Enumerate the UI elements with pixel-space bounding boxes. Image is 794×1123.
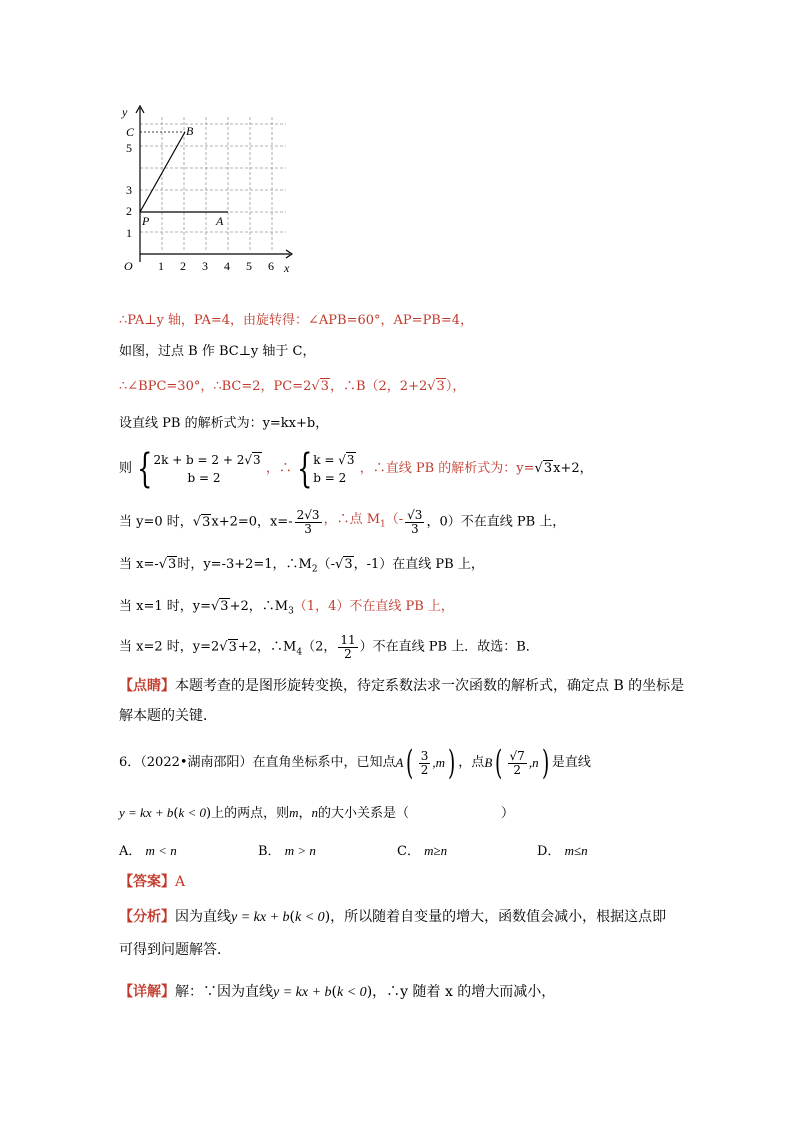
solution-line-8: 当 x=1 时，y=√3+2，$\therefore M_3(1$，4）不在直线 PB 上， [119, 599, 454, 617]
segment-pb [140, 132, 185, 212]
x-axis-label: x [284, 261, 290, 275]
option-c[interactable]: C． m≥n [397, 843, 448, 859]
answer-line: 【答案】A [119, 874, 186, 890]
solution-line-3: ∴∠BPC=30°，∴BC=2，PC=2√3，∴B（2，2+2√3）， [119, 379, 466, 394]
solution-line-7: 当 x=-√3时，y=-3+2=1，$\therefore M_2(-√3$，-1）在直线 PB 上， [119, 557, 484, 575]
point-p-label: P [142, 214, 150, 228]
y-axis-label: y [122, 105, 128, 119]
x-tick: 2 [180, 259, 186, 273]
x-tick: 6 [268, 259, 274, 273]
y-tick: 5 [126, 141, 132, 155]
x-tick: 5 [246, 259, 252, 273]
option-b[interactable]: B． m > n [258, 843, 316, 859]
question-6-line-1: 6．（2022•湖南邵阳）在直角坐标系中，已知点A( $\frac{3}{2}$ ,m) ，点B( $\frac{√7}{2}$ ,n) 是直线 [119, 743, 591, 783]
coordinate-graph [118, 102, 298, 277]
solution-line-6: 当 y=0 时，√3x+2=0，x=- $\frac{2√3}{3}$ ，∴点 $M_1(-$ $\frac{√3}{3}$ ，0）不在直线 PB 上， [119, 508, 566, 536]
y-tick: 3 [126, 183, 132, 197]
point-a-label: A [216, 214, 224, 228]
review-line-2: 解本题的关键． [119, 708, 217, 724]
option-d[interactable]: D． m≤n [537, 843, 588, 859]
x-tick: 1 [158, 259, 164, 273]
solution-line-2: 如图，过点 B 作 BC⊥y 轴于 C， [119, 344, 316, 359]
option-a[interactable]: A． m < n [119, 843, 177, 859]
review-line-1: 【点睛】本题考查的是图形旋转变换，待定系数法求一次函数的解析式，确定点 B 的坐标是 [119, 678, 685, 694]
analysis-line-1: 【分析】因为直线y = kx + b(k < 0)，所以随着自变量的增大，函数值会减小，根据这点即 [119, 909, 667, 925]
point-b-label: B [186, 124, 194, 138]
y-tick: 1 [126, 226, 132, 240]
detail-line-1: 【详解】解：∵因为直线y = kx + b(k < 0)，∴y 随着 x 的增大而减小， [119, 984, 556, 1000]
solution-line-1: ∴PA⊥y 轴，PA=4，由旋转得：∠APB=60°，AP=PB=4， [119, 313, 474, 328]
point-c-label: C [126, 125, 135, 139]
analysis-line-2: 可得到问题解答． [119, 942, 231, 958]
solution-line-9: 当 x=2 时，y=2√3+2，$\therefore M_4(2$， $\frac{11}{2}$ ）不在直线 PB 上．故选：B． [119, 633, 539, 661]
question-6-options [119, 842, 719, 862]
x-tick: 3 [202, 259, 208, 273]
solution-line-4: 设直线 PB 的解析式为：y=kx+b， [119, 416, 329, 431]
y-tick: 2 [126, 204, 132, 218]
x-tick: 4 [224, 259, 230, 273]
origin-label: O [124, 259, 133, 273]
question-6-line-2: y = kx + b(k < 0)上的两点，则m，n的大小关系是（ ） [119, 805, 515, 821]
solution-line-5: 则 { 2k + b = 2 + 2√3 b = 2 ，∴ { k = √3 b = 2 ，∴直线 PB 的解析式为：y=√3x+2， [119, 446, 593, 492]
